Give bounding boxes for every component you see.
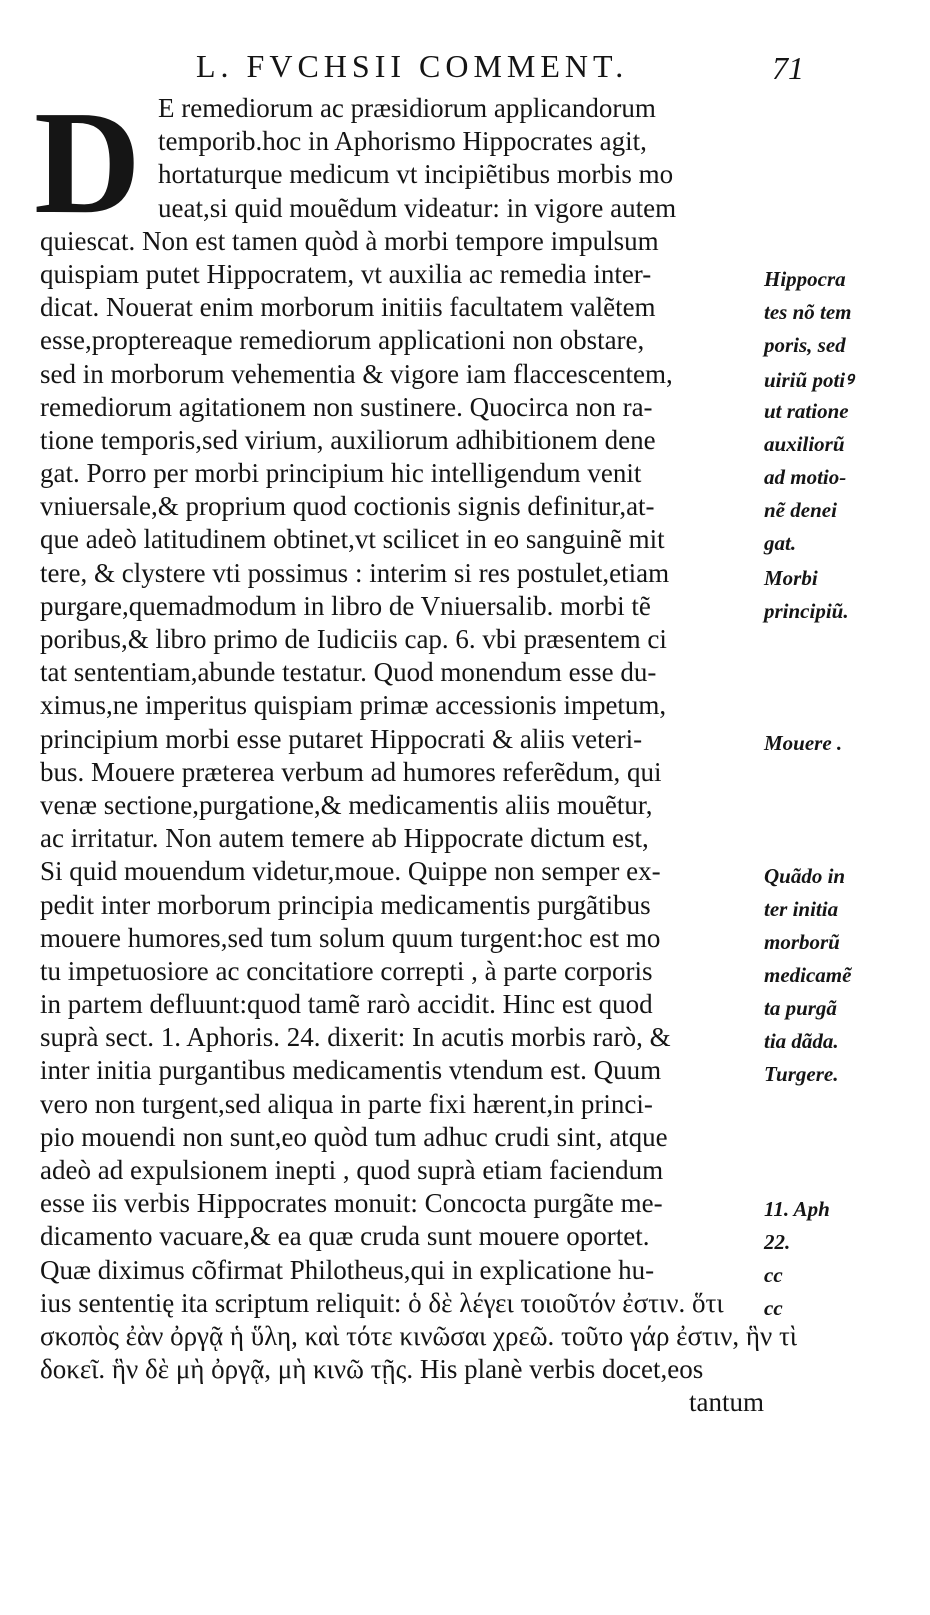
text-line: remediorum agitationem non sustinere. Quocirca non ra- <box>40 391 653 422</box>
margin-note: gat. <box>764 531 797 555</box>
text-line: vniuersale,& proprium quod coctionis signis definitur,at- <box>40 491 655 522</box>
text-line: mouere humores,sed tum solum quum turgent:hoc est mo <box>40 922 661 953</box>
text-line: δοκεῖ. ἣν δὲ μὴ ὀργᾷ, μὴ κινῶ τῇς. His planè verbis docet,eos <box>40 1354 704 1385</box>
text-line: Quæ diximus cõfirmat Philotheus,qui in explicatione hu- <box>40 1254 655 1285</box>
text-line: ac irritatur. Non autem temere ab Hippocrate dictum est, <box>40 823 649 854</box>
text-line: inter initia purgantibus medicamentis vtendum est. Quum <box>40 1055 662 1086</box>
text-line: poribus,& libro primo de Iudiciis cap. 6. vbi præsentem ci <box>40 624 667 654</box>
text-line: σκοπὸς ἐὰν ὀργᾷ ἡ ὕλη, καὶ τότε κινῶσαι χρεῶ. τοῦτο γάρ ἐστιν, ἣν τὶ <box>40 1320 798 1351</box>
margin-note: tia dãda. <box>764 1029 839 1053</box>
text-line: dicamento vacuare,& ea quæ cruda sunt mouere oportet. <box>40 1221 650 1252</box>
margin-note: Mouere . <box>764 731 843 755</box>
text-line: esse iis verbis Hippocrates monuit: Concocta purgãte me- <box>40 1188 663 1219</box>
margin-note: tes nõ tem <box>764 300 852 324</box>
margin-note: cc <box>764 1263 783 1287</box>
text-line: esse,proptereaque remediorum applicationi non obstare, <box>40 325 645 356</box>
margin-note: ad motio- <box>764 465 847 489</box>
text-line: ximus,ne imperitus quispiam primæ accessionis impetum, <box>40 690 667 721</box>
text-line: ueat,si quid mouẽdum videatur: in vigore autem <box>158 192 677 223</box>
text-line: sed in morborum vehementia & vigore iam flaccescentem, <box>40 358 673 389</box>
text-line: dicat. Nouerat enim morborum initiis facultatem valẽtem <box>40 292 656 323</box>
text-line: suprà sect. 1. Aphoris. 24. dixerit: In acutis morbis rarò, & <box>40 1022 671 1053</box>
text-line: pio mouendi non sunt,eo quòd tum adhuc crudi sint, atque <box>40 1121 668 1152</box>
margin-note: Hippocra <box>764 267 846 291</box>
text-line: purgare,quemadmodum in libro de Vniuersalib. morbi tẽ <box>40 590 651 621</box>
text-line: adeò ad expulsionem inepti , quod suprà etiam faciendum <box>40 1155 664 1185</box>
text-line: E remediorum ac præsidiorum applicandorum <box>158 93 656 123</box>
margin-note: ta purgã <box>764 996 837 1020</box>
text-line: quiescat. Non est tamen quòd à morbi tempore impulsum <box>40 225 659 256</box>
text-line: ius sententię ita scriptum reliquit: ὁ δὲ λέγει τοιοῦτόν ἐστιν. ὅτι <box>40 1287 724 1318</box>
text-line: bus. Mouere præterea verbum ad humores referẽdum, qui <box>40 756 662 787</box>
margin-note: 22. <box>764 1230 791 1254</box>
text-line: principium morbi esse putaret Hippocrati & aliis veteri- <box>40 723 643 754</box>
text-line: hortaturque medicum vt incipiẽtibus morbis mo <box>158 159 674 190</box>
text-line: gat. Porro per morbi principium hic intelligendum venit <box>40 458 642 489</box>
margin-note: Quãdo in <box>764 864 846 888</box>
text-line: tere, & clystere vti possimus : interim si res postulet,etiam <box>40 557 670 588</box>
text-line: tu impetuosiore ac concitatiore correpti , à parte corporis <box>40 955 653 986</box>
text-line: vero non turgent,sed aliqua in parte fixi hærent,in princi- <box>40 1088 653 1119</box>
text-line: Si quid mouendum videtur,moue. Quippe non semper ex- <box>40 856 661 887</box>
margin-note: medicamẽ <box>764 963 852 987</box>
margin-note: auxiliorũ <box>764 432 845 456</box>
text-line: in partem defluunt:quod tamẽ rarò accidit. Hinc est quod <box>40 989 653 1020</box>
margin-note: poris, sed <box>764 333 846 357</box>
text-line: tat sententiam,abunde testatur. Quod monendum esse du- <box>40 657 657 688</box>
text-line: pedit inter morborum principia medicamentis purgãtibus <box>40 889 651 920</box>
text-line: temporib.hoc in Aphorismo Hippocrates agit, <box>158 126 647 157</box>
margin-note: 11. Aph <box>764 1197 830 1221</box>
margin-note: ut ratione <box>764 399 849 423</box>
margin-note: ter initia <box>764 897 839 921</box>
running-title: L. FVCHSII COMMENT. <box>196 48 629 84</box>
text-line: tione temporis,sed virium, auxiliorum adhibitionem dene <box>40 424 656 455</box>
margin-note: morborũ <box>764 930 840 954</box>
margin-note: uiriũ potiꝰ <box>764 368 854 392</box>
page-number: 71 <box>772 50 804 86</box>
margin-note: nẽ denei <box>764 498 837 522</box>
margin-note: Morbi <box>764 566 818 590</box>
margin-note: Turgere. <box>764 1062 839 1086</box>
margin-note: principiũ. <box>764 599 849 623</box>
text-line: quispiam putet Hippocratem, vt auxilia ac remedia inter- <box>40 258 652 289</box>
margin-note: cc <box>764 1296 783 1320</box>
drop-cap: D <box>34 81 141 245</box>
text-line: venæ sectione,purgatione,& medicamentis aliis mouẽtur, <box>40 789 653 820</box>
text-line: que adeò latitudinem obtinet,vt scilicet in eo sanguinẽ mit <box>40 524 665 555</box>
catchword: tantum <box>689 1387 764 1418</box>
